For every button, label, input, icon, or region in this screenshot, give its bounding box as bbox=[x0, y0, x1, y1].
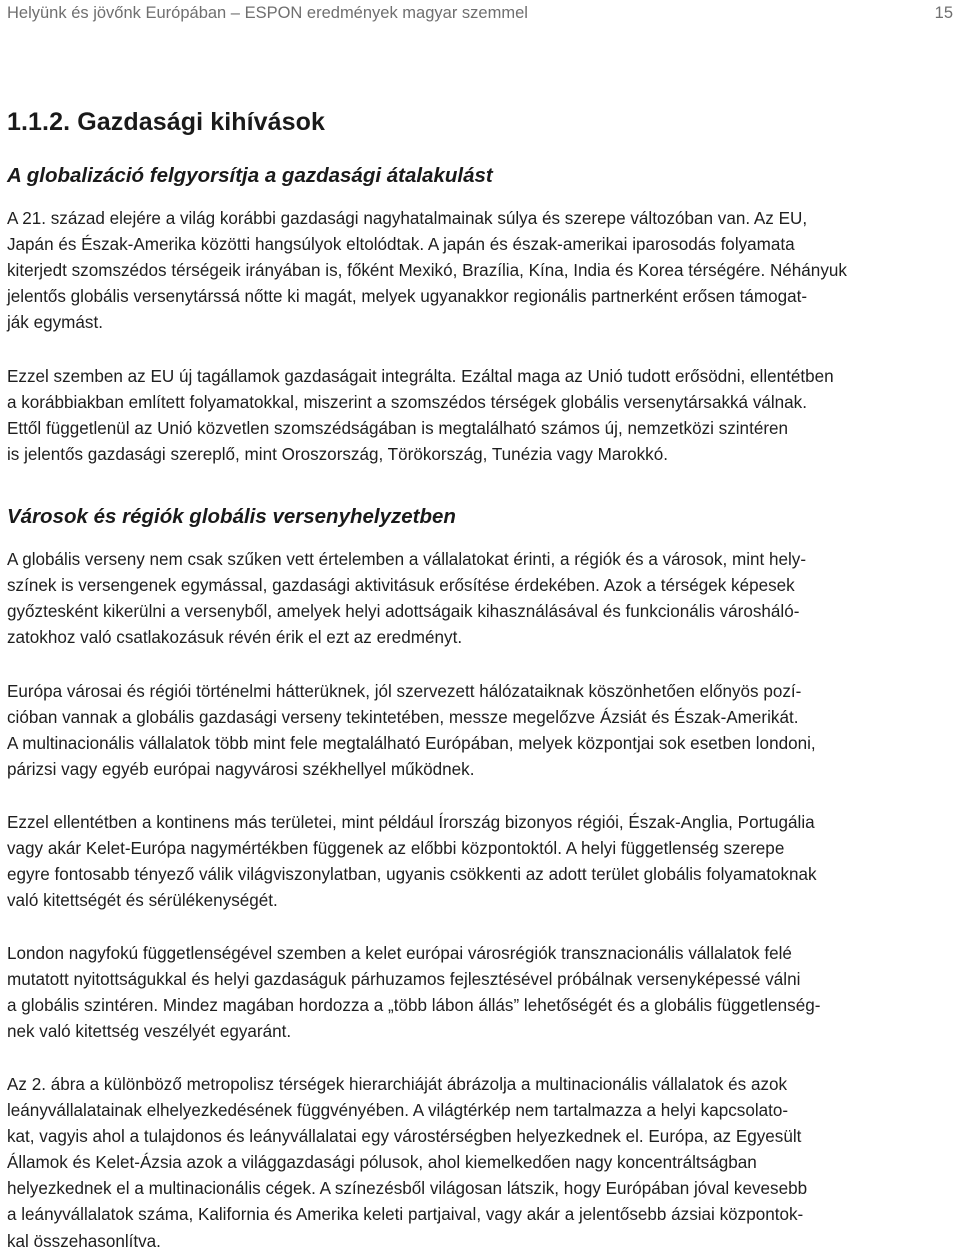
paragraph-4 bbox=[7, 679, 959, 783]
text-line: a korábbiakban említett folyamatokkal, miszerint a szomszédos térségek globális versenytársakká válnak. bbox=[7, 393, 807, 413]
paragraph-2 bbox=[7, 364, 959, 468]
text-line: kat, vagyis ahol a tulajdonos és leányvállalatai egy várostérségben helyezkednek el. Európa, az Egyesült bbox=[7, 1127, 802, 1147]
text-line: A globális verseny nem csak szűken vett értelemben a vállalatokat érinti, a régiók és a városok, mint hely- bbox=[7, 550, 807, 569]
text-line: a leányvállalatok száma, Kalifornia és Amerika keleti partjaival, vagy akár a jelentősebb ázsiai központok- bbox=[7, 1205, 804, 1225]
paragraph-7 bbox=[7, 1072, 959, 1255]
text-line: győztesként kikerülni a versenyből, amelyek helyi adottságaik kihasználásával és funkcionális városháló- bbox=[7, 602, 800, 622]
text-line: A multinacionális vállalatok több mint fele megtalálható Európában, melyek központjai sok esetben londoni, bbox=[7, 734, 816, 754]
text-line: is jelentős gazdasági szereplő, mint Oroszország, Törökország, Tunézia vagy Marokkó. bbox=[7, 445, 668, 465]
section-heading: 1.1.2. Gazdasági kihívások bbox=[7, 108, 326, 136]
text-line: Ezzel szemben az EU új tagállamok gazdaságait integrálta. Ezáltal maga az Unió tudott erősödni, ellentétben bbox=[7, 367, 834, 386]
text-line: a globális szintéren. Mindez magában hordozza a „több lábon állás” lehetőségét és a globális függetlenség- bbox=[7, 996, 821, 1016]
text-line: vagy akár Kelet-Európa nagymértékben függenek az előbbi központoktól. A helyi függetlenség szerepe bbox=[7, 839, 785, 859]
text-line: párizsi vagy egyéb európai nagyvárosi székhellyel működnek. bbox=[7, 760, 475, 780]
running-header bbox=[7, 4, 953, 28]
text-line: mutatott nyitottságukkal és helyi gazdaságuk párhuzamos fejlesztésével próbálnak versenyképessé válni bbox=[7, 970, 801, 990]
paragraph-5 bbox=[7, 810, 959, 914]
text-line: való kitettségét és sérülékenységét. bbox=[7, 891, 278, 911]
page-number: 15 bbox=[934, 4, 953, 22]
text-line: nek való kitettség veszélyét egyaránt. bbox=[7, 1022, 292, 1042]
text-line: leányvállalatainak elhelyezkedésének függvényében. A világtérkép nem tartalmazza a helyi kapcsolato- bbox=[7, 1101, 789, 1121]
text-line: Államok és Kelet-Ázsia azok a világgazdasági pólusok, ahol kiemelkedően nagy koncentráltságban bbox=[7, 1153, 757, 1173]
text-line: színek is versengenek egymással, gazdasági aktivitásuk erősítése érdekében. Azok a térségek képesek bbox=[7, 576, 795, 596]
text-line: cióban vannak a globális gazdasági verseny tekintetében, messze megelőzve Ázsiát és Észak-Amerikát. bbox=[7, 708, 799, 728]
text-line: London nagyfokú függetlenségével szemben a kelet európai városrégiók transznacionális vállalatok felé bbox=[7, 944, 792, 963]
text-line: Ettől függetlenül az Unió közvetlen szomszédságában is megtalálható számos új, nemzetközi szintéren bbox=[7, 419, 789, 439]
text-line: Európa városai és régiói történelmi hátterüknek, jól szervezett hálózataiknak köszönhetően előnyös pozí- bbox=[7, 682, 802, 701]
paragraph-1 bbox=[7, 206, 959, 336]
text-line: kiterjedt szomszédos térségeik irányában is, főként Mexikó, Brazília, Kína, India és Korea térségére. Néhányuk bbox=[7, 261, 847, 281]
paragraph-6 bbox=[7, 941, 959, 1045]
paragraph-3 bbox=[7, 547, 959, 651]
running-header-title: Helyünk és jövőnk Európában – ESPON eredmények magyar szemmel bbox=[7, 4, 528, 22]
text-line: helyezkednek el a multinacionális cégek. A színezésből világosan látszik, hogy Európában jóval kevesebb bbox=[7, 1179, 808, 1199]
text-line: Az 2. ábra a különböző metropolisz térségek hierarchiáját ábrázolja a multinacionális vállalatok és azok bbox=[7, 1075, 788, 1094]
text-line: zatokhoz való csatlakozásuk révén érik el ezt az eredményt. bbox=[7, 628, 463, 648]
subheading-globalization: A globalizáció felgyorsítja a gazdasági átalakulást bbox=[7, 164, 493, 187]
text-line: egyre fontosabb tényező válik világviszonylatban, ugyanis csökkenti az adott terület globális folyamatoknak bbox=[7, 865, 817, 885]
text-line: ják egymást. bbox=[7, 313, 103, 333]
text-line: Ezzel ellentétben a kontinens más területei, mint például Írország bizonyos régiói, Észak-Anglia, Portugália bbox=[7, 813, 815, 832]
text-line: Japán és Észak-Amerika közötti hangsúlyok eltolódtak. A japán és észak-amerikai iparosodás folyamata bbox=[7, 235, 795, 255]
text-line: A 21. század elejére a világ korábbi gazdasági nagyhatalmainak súlya és szerepe változóban van. Az EU, bbox=[7, 209, 808, 228]
subheading-cities-regions: Városok és régiók globális versenyhelyzetben bbox=[7, 505, 456, 528]
text-line: jelentős globális versenytárssá nőtte ki magát, melyek ugyanakkor regionális partnerként erősen támogat- bbox=[7, 287, 808, 307]
text-line: kal összehasonlítva. bbox=[7, 1231, 161, 1251]
